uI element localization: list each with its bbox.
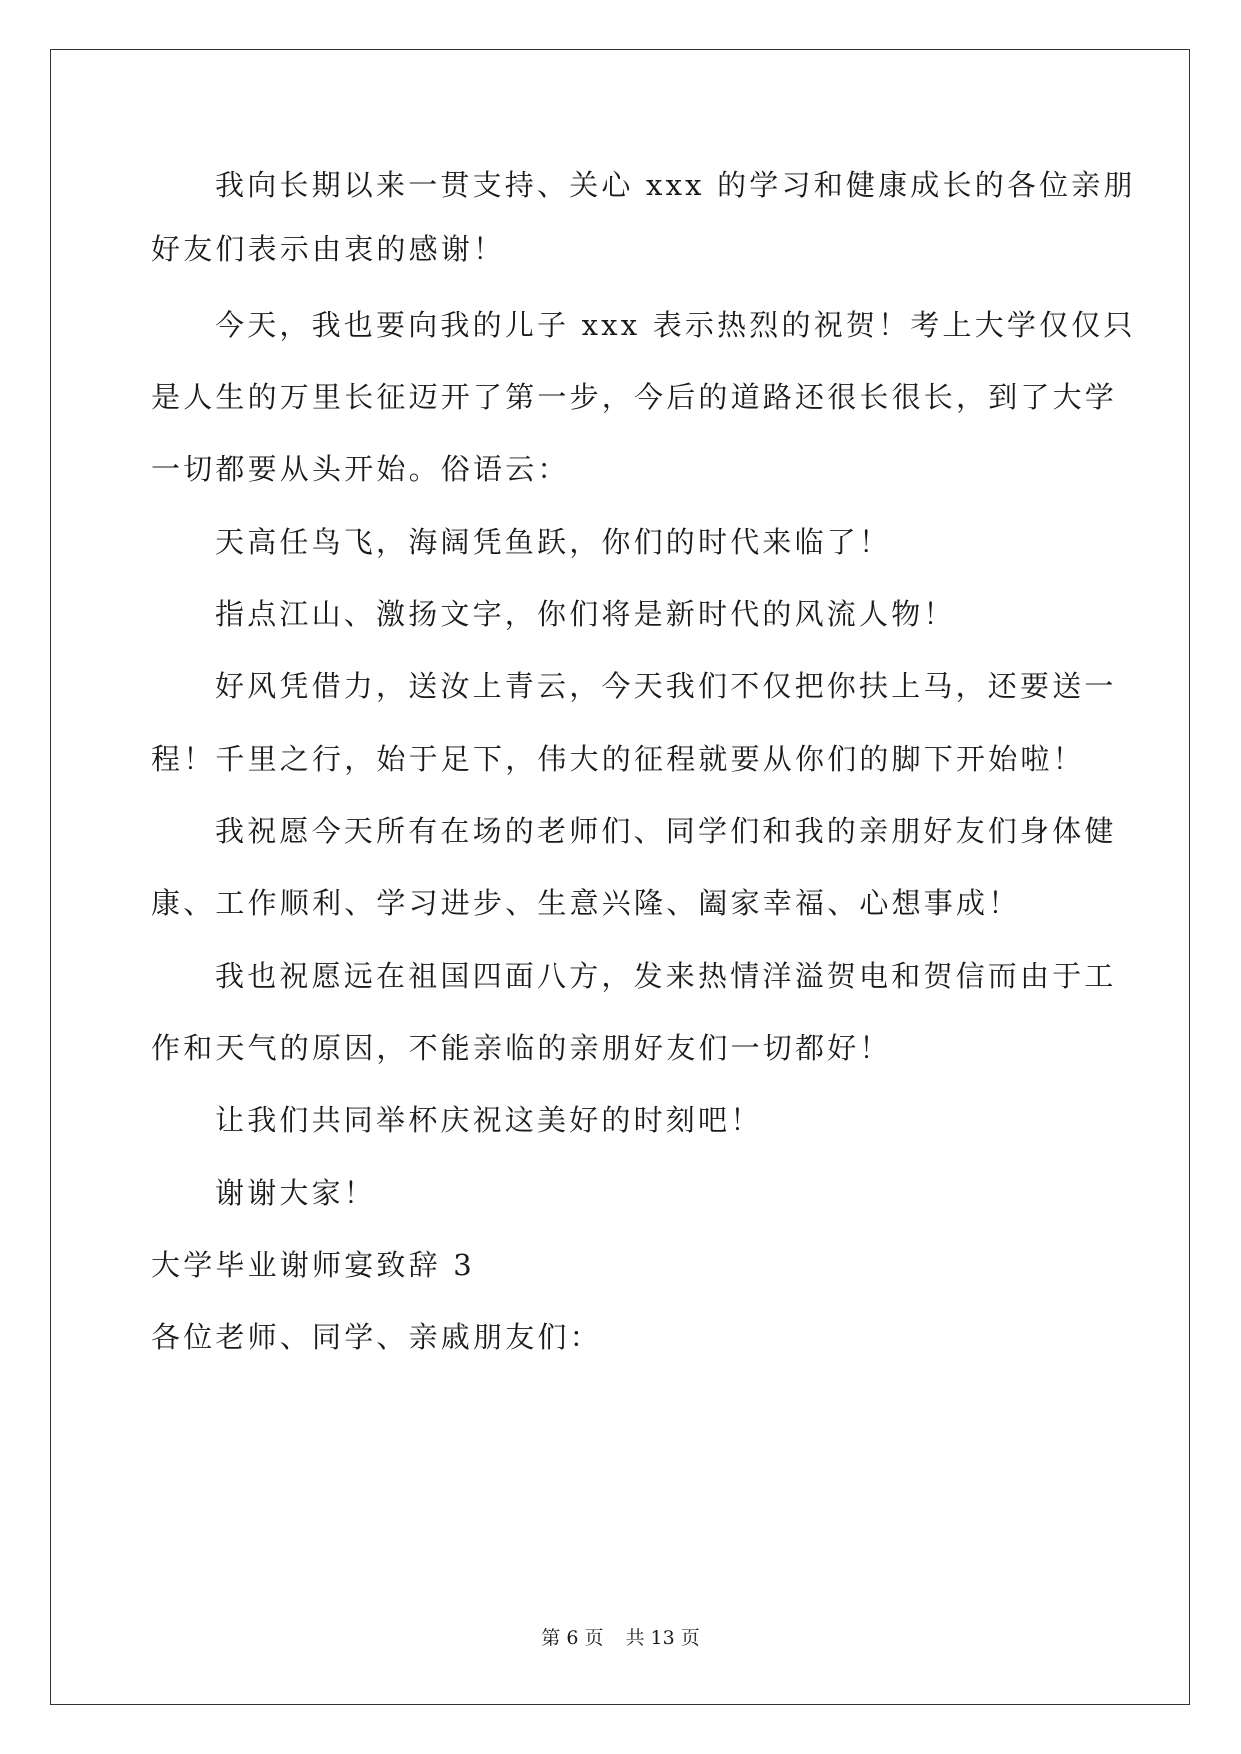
- paragraph-line: 好风凭借力，送汝上青云，今天我们不仅把你扶上马，还要送一: [215, 669, 1117, 703]
- paragraph-line: 程！千里之行，始于足下，伟大的征程就要从你们的脚下开始啦！: [151, 742, 1085, 776]
- paragraph-line: 我祝愿今天所有在场的老师们、同学们和我的亲朋好友们身体健: [215, 814, 1117, 848]
- paragraph-line: 我也祝愿远在祖国四面八方，发来热情洋溢贺电和贺信而由于工: [215, 959, 1117, 993]
- paragraph-line: 作和天气的原因，不能亲临的亲朋好友们一切都好！: [151, 1031, 892, 1065]
- paragraph-line: 康、工作顺利、学习进步、生意兴隆、阖家幸福、心想事成！: [151, 886, 1021, 920]
- page-border: [50, 49, 1190, 1705]
- page-total: 共 13 页: [625, 1627, 700, 1649]
- page-number: 第 6 页: [541, 1627, 604, 1649]
- paragraph-line: 好友们表示由衷的感谢！: [151, 232, 506, 266]
- paragraph-line: 我向长期以来一贯支持、关心 xxx 的学习和健康成长的各位亲朋: [215, 168, 1136, 202]
- page-footer: [0, 1626, 1241, 1650]
- paragraph-line: 一切都要从头开始。俗语云：: [151, 452, 570, 486]
- paragraph-line: 谢谢大家！: [215, 1176, 377, 1210]
- paragraph-line: 是人生的万里长征迈开了第一步，今后的道路还很长很长，到了大学: [151, 380, 1118, 414]
- salutation-line: 各位老师、同学、亲戚朋友们：: [151, 1320, 602, 1354]
- paragraph-line: 让我们共同举杯庆祝这美好的时刻吧！: [215, 1103, 763, 1137]
- paragraph-line: 天高任鸟飞，海阔凭鱼跃，你们的时代来临了！: [215, 525, 892, 559]
- paragraph-line: 指点江山、激扬文字，你们将是新时代的风流人物！: [215, 597, 956, 631]
- section-title: 大学毕业谢师宴致辞 3: [151, 1248, 475, 1282]
- paragraph-line: 今天，我也要向我的儿子 xxx 表示热烈的祝贺！考上大学仅仅只: [215, 308, 1136, 342]
